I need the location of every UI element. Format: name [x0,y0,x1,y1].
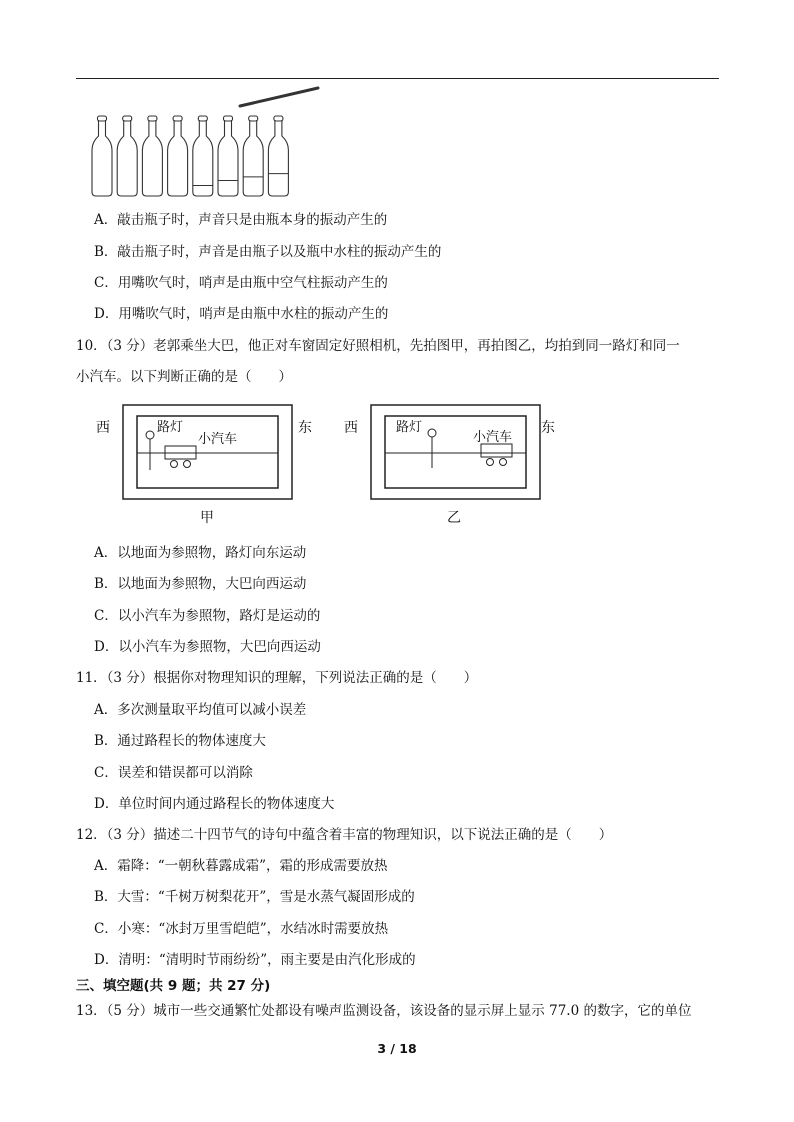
q11-option-c: C．误差和错误都可以消除 [94,765,253,781]
q10-figure [90,398,570,532]
car-wheel-jia-2 [184,461,191,468]
page-number: 3 / 18 [377,1041,417,1056]
q12-option-b: B．大雪：“千树万树梨花开”，雪是水蒸气凝固形成的 [94,889,415,905]
bottle [218,116,238,196]
q11-option-d: D．单位时间内通过路程长的物体速度大 [94,796,335,812]
street-lamp-jia [146,431,154,439]
header-rule [76,78,719,79]
q10-option-a: A．以地面为参照物，路灯向东运动 [94,545,307,561]
q10-stem-line2: 小汽车。以下判断正确的是（ ） [76,369,292,385]
car-wheel-yi-1 [487,459,494,466]
lamp-label-jia: 路灯 [157,420,184,435]
q13-stem-line1: 13．（5 分）城市一些交通繁忙处都设有噪声监测设备，该设备的显示屏上显示 77.0 的数字，它的单位 [76,1003,692,1019]
bottle [243,116,263,196]
bottle [193,116,213,196]
bottle [268,116,288,196]
car-label-jia: 小汽车 [198,432,238,447]
q9-option-d: D．用嘴吹气时，哨声是由瓶中水柱的振动产生的 [94,306,389,322]
car-body-yi [481,444,512,457]
lamp-label-yi: 路灯 [396,420,423,435]
west-label-yi: 西 [344,420,358,436]
west-label-jia: 西 [96,420,110,436]
bottles-figure [88,84,328,202]
q12-stem: 12．（3 分）描述二十四节气的诗句中蕴含着丰富的物理知识，以下说法正确的是（ ） [76,827,613,843]
section-title: 三、填空题(共 9 题；共 27 分) [76,978,271,994]
east-label-jia: 东 [298,420,312,436]
street-lamp-yi [428,429,436,437]
bottle [168,116,188,196]
q11-option-a: A．多次测量取平均值可以减小误差 [94,702,307,718]
q9-option-c: C．用嘴吹气时，哨声是由瓶中空气柱振动产生的 [94,275,388,291]
q10-option-d: D．以小汽车为参照物，大巴向西运动 [94,639,321,655]
q10-option-c: C．以小汽车为参照物，路灯是运动的 [94,608,321,624]
q9-option-a: A．敲击瓶子时，声音只是由瓶本身的振动产生的 [94,212,388,228]
bottle [92,116,112,196]
q10-option-b: B．以地面为参照物，大巴向西运动 [94,576,307,592]
q11-option-b: B．通过路程长的物体速度大 [94,733,266,749]
caption-yi: 乙 [447,510,461,526]
q11-stem: 11．（3 分）根据你对物理知识的理解，下列说法正确的是（ ） [76,670,478,686]
car-wheel-jia-1 [171,461,178,468]
caption-jia: 甲 [200,510,214,526]
q12-option-d: D．清明：“清明时节雨纷纷”，雨主要是由汽化形成的 [94,952,416,968]
striking-stick [240,88,318,106]
q12-option-a: A．霜降：“一朝秋暮露成霜”，霜的形成需要放热 [94,858,388,874]
car-wheel-yi-2 [500,459,507,466]
frame-jia-outer [123,405,292,499]
east-label-yi: 东 [541,420,555,436]
car-label-yi: 小汽车 [473,430,513,445]
bottle [117,116,137,196]
q9-option-b: B．敲击瓶子时，声音是由瓶子以及瓶中水柱的振动产生的 [94,244,442,260]
bottle [142,116,162,196]
q12-option-c: C．小寒：“冰封万里雪皑皑”，水结冰时需要放热 [94,921,389,937]
q10-stem-line1: 10．（3 分）老郭乘坐大巴，他正对车窗固定好照相机，先拍图甲，再拍图乙，均拍到同一路灯和同一 [76,338,680,354]
